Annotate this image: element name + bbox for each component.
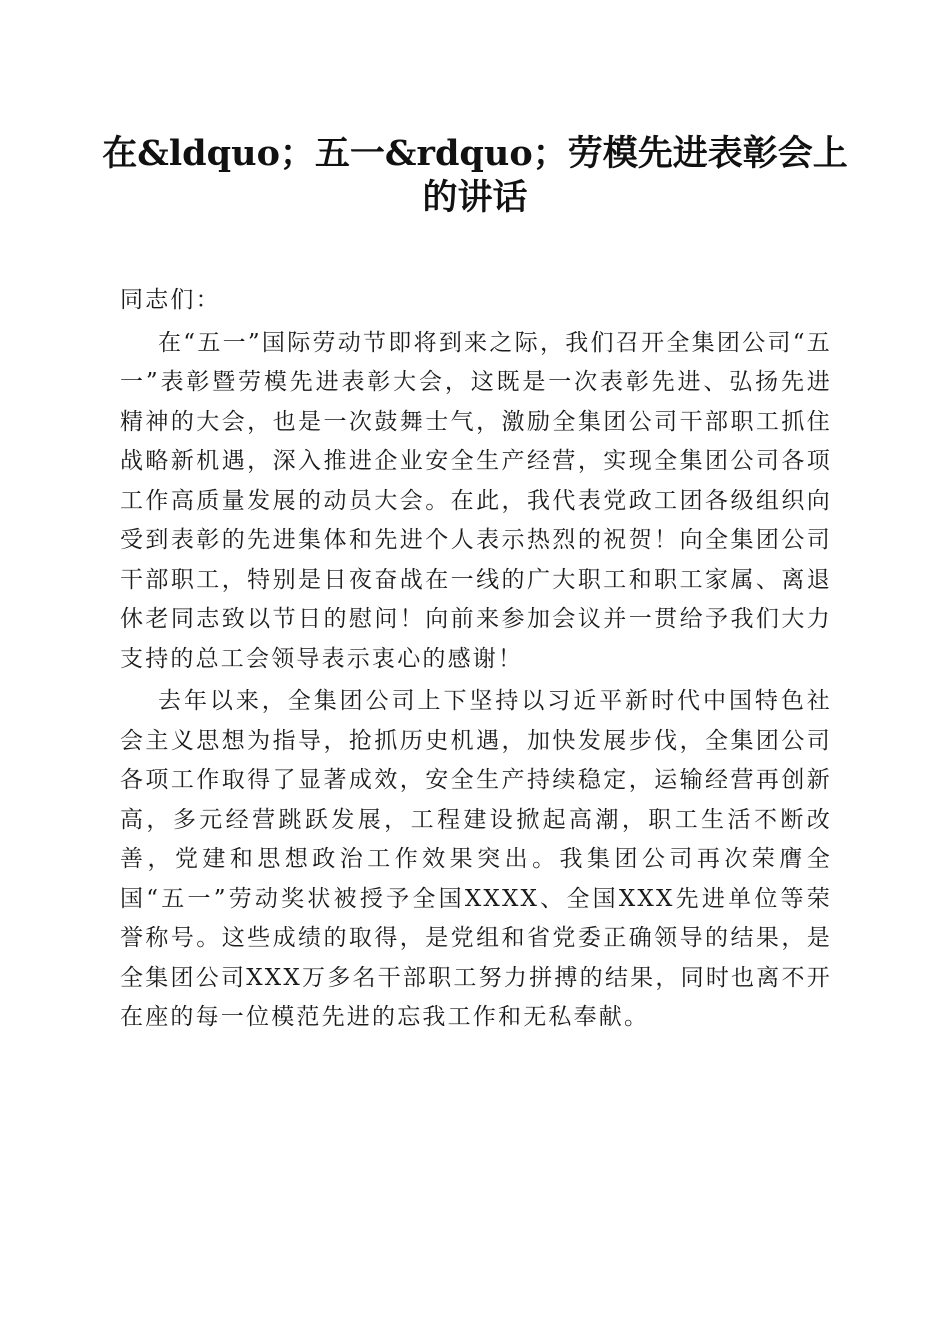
document-body bbox=[120, 278, 832, 1038]
paragraph-1: 在“五一”国际劳动节即将到来之际，我们召开全集团公司“五一”表彰暨劳模先进表彰大会，这既是一次表彰先进、弘扬先进精神的大会，也是一次鼓舞士气，激励全集团公司干部职工抓住战略新机遇，深入推进企业安全生产经营，实现全集团公司各项工作高质量发展的动员大会。在此，我代表党政工团各级组织向受到表彰的先进集体和先进个人表示热烈的祝贺！向全集团公司干部职工，特别是日夜奋战在一线的广大职工和职工家属、离退休老同志致以节日的慰问！向前来参加会议并一贯给予我们大力支持的总工会领导表示衷心的感谢！ bbox=[120, 329, 832, 672]
paragraph-2: 去年以来，全集团公司上下坚持以习近平新时代中国特色社会主义思想为指导，抢抓历史机遇，加快发展步伐，全集团公司各项工作取得了显著成效，安全生产持续稳定，运输经营再创新高，多元经营跳跃发展，工程建设掀起高潮，职工生活不断改善，党建和思想政治工作效果突出。我集团公司再次荣膺全国“五一”劳动奖状被授予全国XXXX、全国XXX先进单位等荣誉称号。这些成绩的取得，是党组和省党委正确领导的结果，是全集团公司XXX万多名干部职工努力拼搏的结果，同时也离不开在座的每一位模范先进的忘我工作和无私奉献。 bbox=[120, 688, 832, 1030]
salutation: 同志们： bbox=[120, 287, 221, 313]
document-title: 在&ldquo；五一&rdquo；劳模先进表彰会上的讲话 bbox=[102, 133, 848, 218]
